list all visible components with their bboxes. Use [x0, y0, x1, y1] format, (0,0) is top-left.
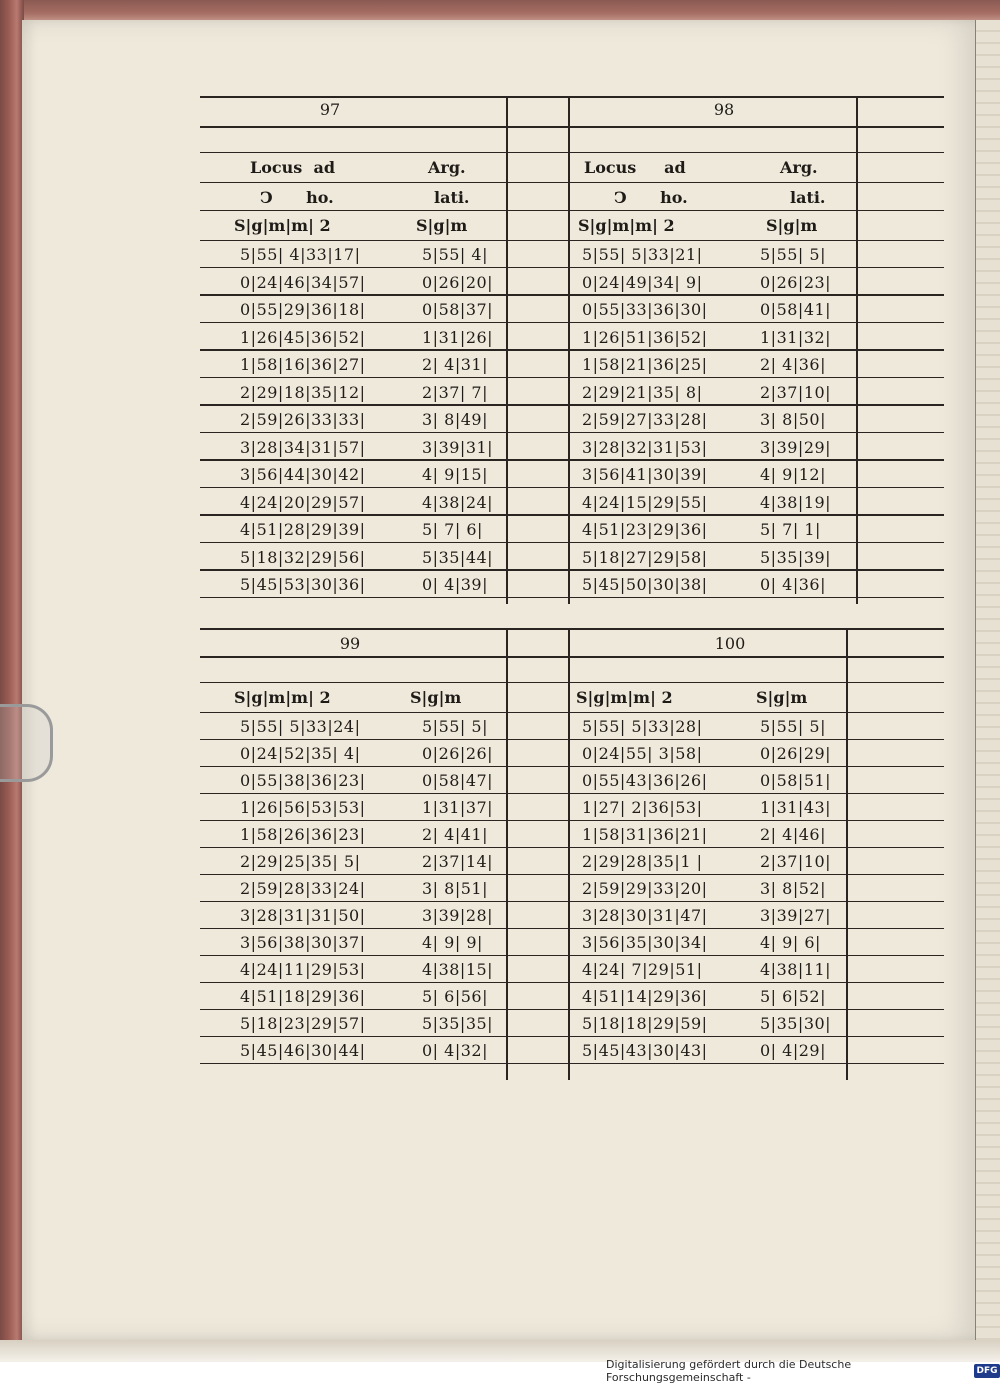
- cell-locus-right: 0|24|49|34| 9|: [582, 272, 703, 292]
- header-units-right: S|g|m|m| 2: [578, 216, 675, 235]
- table-row: [200, 1038, 944, 1064]
- row-rule: [200, 955, 944, 957]
- cell-locus-right: 5|18|18|29|59|: [582, 1014, 708, 1033]
- page-number-100: 100: [714, 634, 746, 653]
- table-row: [200, 957, 944, 983]
- cell-arg-right: 0|26|29|: [760, 744, 832, 763]
- cell-arg-left: 3|39|28|: [422, 906, 494, 925]
- cell-arg-right: 5|55| 5|: [760, 245, 826, 264]
- cell-locus-right: 4|51|23|29|36|: [582, 520, 708, 539]
- cell-locus-left: 5|18|23|29|57|: [240, 1014, 366, 1033]
- cell-locus-right: 3|56|41|30|39|: [582, 465, 708, 484]
- row-rule: [200, 267, 944, 269]
- cell-arg-right: 4| 9| 6|: [760, 933, 821, 952]
- cell-arg-left: 4| 9| 9|: [422, 933, 483, 952]
- cell-locus-left: 5|45|53|30|36|: [240, 575, 366, 594]
- cell-arg-right: 5|35|30|: [760, 1014, 832, 1033]
- rule-header-2: [200, 712, 944, 713]
- row-rule: [200, 432, 944, 434]
- cell-locus-left: 2|29|18|35|12|: [240, 382, 366, 402]
- cell-locus-left: 4|51|28|29|39|: [240, 520, 366, 539]
- cell-locus-right: 0|55|33|36|30|: [582, 300, 708, 319]
- rule-header-4: [200, 240, 944, 241]
- header-ho-right: Ↄ ho.: [614, 188, 688, 207]
- row-rule: [200, 542, 944, 544]
- row-rule: [200, 294, 944, 296]
- table-row: [200, 741, 944, 767]
- cell-arg-right: 5|35|39|: [760, 547, 832, 567]
- rule-header-2: [200, 182, 944, 183]
- table-row: [200, 545, 944, 571]
- row-rule: [200, 820, 944, 822]
- cell-arg-left: 0|26|26|: [422, 744, 494, 763]
- cell-locus-right: 1|26|51|36|52|: [582, 327, 708, 347]
- rule-top: [200, 96, 944, 98]
- cell-locus-left: 4|24|20|29|57|: [240, 492, 366, 512]
- table-row: [200, 572, 944, 598]
- row-rule: [200, 514, 944, 516]
- table-row: [200, 930, 944, 956]
- row-rule: [200, 1009, 944, 1011]
- cell-arg-left: 5|35|35|: [422, 1014, 494, 1033]
- cell-locus-left: 2|29|25|35| 5|: [240, 852, 361, 871]
- cell-arg-right: 4|38|11|: [760, 960, 832, 979]
- cell-locus-left: 3|56|38|30|37|: [240, 933, 366, 952]
- cell-locus-left: 5|45|46|30|44|: [240, 1041, 366, 1060]
- footer-text: Digitalisierung gefördert durch die Deutsche Forschungsgemeinschaft -: [606, 1358, 852, 1384]
- cell-locus-left: 5|18|32|29|56|: [240, 547, 366, 567]
- header-units-mid-right: S|g|m: [756, 688, 808, 707]
- row-rule: [200, 793, 944, 795]
- cell-locus-right: 3|28|30|31|47|: [582, 906, 708, 925]
- row-rule: [200, 1036, 944, 1038]
- row-rule: [200, 874, 944, 876]
- table-row: [200, 903, 944, 929]
- cell-locus-left: 2|59|28|33|24|: [240, 879, 366, 898]
- row-rule: [200, 349, 944, 351]
- cell-locus-right: 3|28|32|31|53|: [582, 437, 708, 457]
- header-units-mid-left: S|g|m: [416, 216, 468, 235]
- cell-arg-left: 5|55| 4|: [422, 245, 488, 264]
- header-units-mid-right: S|g|m: [766, 216, 818, 235]
- header-locus-right: Locus ad: [584, 158, 686, 177]
- cell-arg-right: 3| 8|52|: [760, 879, 826, 898]
- table-row: [200, 462, 944, 488]
- cell-locus-right: 5|45|43|30|43|: [582, 1041, 708, 1060]
- cell-locus-right: 4|24| 7|29|51|: [582, 960, 703, 979]
- header-units-left: S|g|m|m| 2: [234, 688, 331, 707]
- page-number-98: 98: [713, 100, 735, 119]
- table-row: [200, 768, 944, 794]
- cell-arg-left: 5| 7| 6|: [422, 520, 483, 539]
- rule-top: [200, 628, 944, 630]
- cell-arg-left: 0| 4|39|: [422, 575, 488, 594]
- cell-locus-left: 0|55|29|36|18|: [240, 300, 366, 319]
- cell-locus-left: 0|24|46|34|57|: [240, 272, 366, 292]
- rule-header: [200, 152, 944, 153]
- cell-arg-left: 2| 4|31|: [422, 355, 488, 374]
- cell-locus-left: 0|24|52|35| 4|: [240, 744, 361, 763]
- book-cover-left: [0, 0, 24, 1340]
- cell-arg-left: 0|26|20|: [422, 272, 494, 292]
- header-arg-left: Arg.: [428, 158, 466, 177]
- row-rule: [200, 982, 944, 984]
- table-row: [200, 380, 944, 406]
- row-rule: [200, 569, 944, 571]
- cell-arg-right: 3| 8|50|: [760, 410, 826, 429]
- table-row: [200, 325, 944, 351]
- page-edges-right: [975, 20, 1000, 1340]
- footer-credit: [606, 1358, 1000, 1384]
- cell-locus-right: 5|45|50|30|38|: [582, 575, 708, 594]
- cell-arg-right: 3|39|29|: [760, 437, 832, 457]
- cell-arg-right: 4| 9|12|: [760, 465, 826, 484]
- cell-arg-right: 0|58|51|: [760, 771, 832, 790]
- cell-arg-left: 0| 4|32|: [422, 1041, 488, 1060]
- table-row: [200, 297, 944, 323]
- row-rule: [200, 322, 944, 324]
- header-units-right: S|g|m|m| 2: [576, 688, 673, 707]
- book-page: [22, 20, 980, 1340]
- cell-locus-left: 3|56|44|30|42|: [240, 465, 366, 484]
- row-rule: [200, 404, 944, 406]
- cell-arg-left: 2|37|14|: [422, 852, 494, 871]
- cell-locus-right: 2|59|29|33|20|: [582, 879, 708, 898]
- row-rule: [200, 459, 944, 461]
- rule-header-3: [200, 210, 944, 211]
- cell-locus-left: 4|51|18|29|36|: [240, 987, 366, 1006]
- row-rule: [200, 766, 944, 768]
- cell-locus-right: 3|56|35|30|34|: [582, 933, 708, 952]
- cell-locus-right: 1|58|31|36|21|: [582, 825, 708, 844]
- table-row: [200, 714, 944, 740]
- table-row: [200, 849, 944, 875]
- table-row: [200, 517, 944, 543]
- cell-locus-left: 1|26|56|53|53|: [240, 798, 366, 817]
- cell-arg-left: 1|31|37|: [422, 798, 494, 817]
- cell-arg-right: 1|31|32|: [760, 327, 832, 347]
- cell-arg-right: 0| 4|36|: [760, 575, 826, 594]
- header-units-mid-left: S|g|m: [410, 688, 462, 707]
- row-rule: [200, 847, 944, 849]
- cell-locus-right: 5|55| 5|33|21|: [582, 245, 703, 264]
- table-row: [200, 242, 944, 268]
- header-lati-right: lati.: [790, 188, 826, 207]
- cell-arg-right: 5|55| 5|: [760, 717, 826, 736]
- cell-arg-left: 5|35|44|: [422, 547, 494, 567]
- table-row: [200, 795, 944, 821]
- header-arg-right: Arg.: [780, 158, 818, 177]
- cell-arg-left: 1|31|26|: [422, 327, 494, 347]
- page-number-99: 99: [339, 634, 361, 653]
- cell-arg-right: 4|38|19|: [760, 492, 832, 512]
- cell-arg-right: 1|31|43|: [760, 798, 832, 817]
- rule-under-numbers: [200, 126, 944, 128]
- row-rule: [200, 1063, 944, 1065]
- cell-locus-left: 5|55| 4|33|17|: [240, 245, 361, 264]
- cell-locus-right: 4|51|14|29|36|: [582, 987, 708, 1006]
- cell-arg-left: 4|38|24|: [422, 492, 494, 512]
- table-row: [200, 490, 944, 516]
- cell-arg-right: 2|37|10|: [760, 852, 832, 871]
- cell-arg-left: 0|58|37|: [422, 300, 494, 319]
- page-clip-icon: [0, 704, 53, 782]
- cell-arg-left: 5|55| 5|: [422, 717, 488, 736]
- cell-arg-left: 4| 9|15|: [422, 465, 488, 484]
- header-units-left: S|g|m|m| 2: [234, 216, 331, 235]
- row-rule: [200, 487, 944, 489]
- cell-arg-right: 3|39|27|: [760, 906, 832, 925]
- cell-arg-right: 5| 7| 1|: [760, 520, 821, 539]
- cell-arg-right: 2|37|10|: [760, 382, 832, 402]
- cell-arg-left: 4|38|15|: [422, 960, 494, 979]
- cell-arg-left: 5| 6|56|: [422, 987, 488, 1006]
- cell-locus-right: 1|58|21|36|25|: [582, 355, 708, 374]
- rule-header: [200, 682, 944, 683]
- cell-arg-left: 0|58|47|: [422, 771, 494, 790]
- table-row: [200, 407, 944, 433]
- cell-locus-right: 2|59|27|33|28|: [582, 410, 708, 429]
- cell-locus-right: 2|29|21|35| 8|: [582, 382, 703, 402]
- cell-locus-left: 1|58|26|36|23|: [240, 825, 366, 844]
- row-rule: [200, 597, 944, 599]
- cell-locus-left: 4|24|11|29|53|: [240, 960, 366, 979]
- dfg-logo-icon: DFG: [974, 1364, 1000, 1378]
- cell-locus-left: 5|55| 5|33|24|: [240, 717, 361, 736]
- header-ho-left: Ↄ ho.: [260, 188, 334, 207]
- book-cover-top: [0, 0, 1000, 22]
- cell-arg-right: 2| 4|36|: [760, 355, 826, 374]
- cell-arg-left: 3| 8|51|: [422, 879, 488, 898]
- table-row: [200, 984, 944, 1010]
- row-rule: [200, 739, 944, 741]
- cell-locus-left: 2|59|26|33|33|: [240, 410, 366, 429]
- cell-locus-left: 0|55|38|36|23|: [240, 771, 366, 790]
- table-row: [200, 822, 944, 848]
- cell-arg-left: 2|37| 7|: [422, 382, 488, 402]
- cell-locus-right: 4|24|15|29|55|: [582, 492, 708, 512]
- cell-arg-right: 5| 6|52|: [760, 987, 826, 1006]
- cell-arg-right: 0|26|23|: [760, 272, 832, 292]
- cell-locus-left: 3|28|31|31|50|: [240, 906, 366, 925]
- table-row: [200, 352, 944, 378]
- row-rule: [200, 901, 944, 903]
- cell-locus-left: 3|28|34|31|57|: [240, 437, 366, 457]
- cell-arg-left: 2| 4|41|: [422, 825, 488, 844]
- header-locus-left: Locus ad: [250, 158, 335, 177]
- cell-arg-right: 2| 4|46|: [760, 825, 826, 844]
- table-row: [200, 1011, 944, 1037]
- cell-arg-right: 0|58|41|: [760, 300, 832, 319]
- page-number-97: 97: [319, 100, 341, 119]
- table-row: [200, 435, 944, 461]
- rule-under-numbers: [200, 656, 944, 658]
- cell-locus-right: 5|55| 5|33|28|: [582, 717, 703, 736]
- cell-locus-right: 1|27| 2|36|53|: [582, 798, 703, 817]
- cell-locus-right: 5|18|27|29|58|: [582, 547, 708, 567]
- row-rule: [200, 928, 944, 930]
- table-row: [200, 270, 944, 296]
- cell-locus-right: 0|55|43|36|26|: [582, 771, 708, 790]
- table-row: [200, 876, 944, 902]
- cell-locus-left: 1|26|45|36|52|: [240, 327, 366, 347]
- cell-arg-right: 0| 4|29|: [760, 1041, 826, 1060]
- header-lati-left: lati.: [434, 188, 470, 207]
- cell-locus-right: 0|24|55| 3|58|: [582, 744, 703, 763]
- row-rule: [200, 377, 944, 379]
- cell-locus-left: 1|58|16|36|27|: [240, 355, 366, 374]
- cell-arg-left: 3|39|31|: [422, 437, 494, 457]
- cell-locus-right: 2|29|28|35|1 |: [582, 852, 703, 871]
- cell-arg-left: 3| 8|49|: [422, 410, 488, 429]
